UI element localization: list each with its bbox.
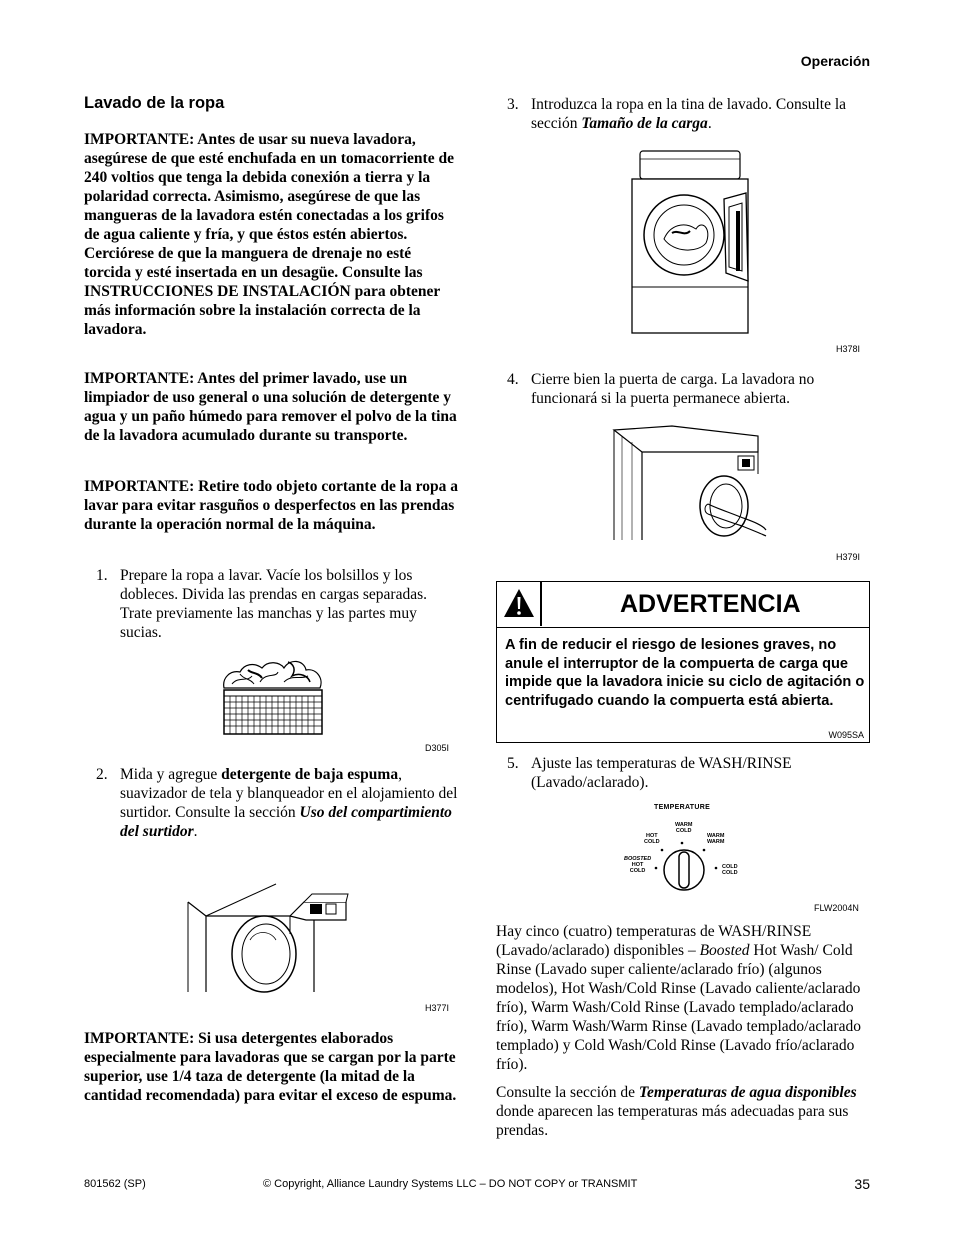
washer-loading-illustration <box>630 149 750 335</box>
figure-code-h378i: H378I <box>836 344 861 354</box>
dial-label-boosted: BOOSTED HOT COLD <box>624 856 652 874</box>
page-number: 35 <box>854 1176 870 1192</box>
dial-label-hot-cold: HOT COLD <box>644 833 660 845</box>
warning-text: A fin de reducir el riesgo de lesiones graves, no anule el interruptor de la compuerta de carga que impide que la lavadora inicie su ciclo de agitación o centrifugado cuando la compuerta está abierta. <box>505 637 865 710</box>
step-text: Mida y agregue detergente de baja espuma, suavizador de tela y blanqueador en el alojamiento del surtidor. Consulte la sección Uso del compartimiento del surtidor. <box>120 766 458 840</box>
dial-label-warm-cold: WARM COLD <box>675 822 693 834</box>
dispenser-illustration <box>186 882 350 994</box>
figure-code-h377i: H377I <box>425 1003 450 1013</box>
dial-knob-icon <box>612 800 762 896</box>
important-note-sharp-objects: IMPORTANTE: Retire todo objeto cortante de la ropa a lavar para evitar rasguños o desperfectos en las prendas durante la operación normal de la máquina. <box>84 478 458 533</box>
step-text: Introduzca la ropa en la tina de lavado. Consulte la sección Tamaño de la carga. <box>531 96 847 132</box>
step-number: 1. <box>96 567 108 584</box>
dial-title: TEMPERATURE <box>654 804 711 811</box>
step-text: Cierre bien la puerta de carga. La lavadora no funcionará si la puerta permanece abierta. <box>531 371 815 407</box>
important-note-top-load-detergent: IMPORTANTE: Si usa detergentes elaborados especialmente para lavadoras que se cargan por la parte superior, use 1/4 taza de detergente (la mitad de la cantidad recomendada) para evitar el exceso de espuma. <box>84 1030 457 1104</box>
footer-copyright: © Copyright, Alliance Laundry Systems LLC – DO NOT COPY or TRANSMIT <box>263 1178 638 1190</box>
figure-code-flw2004n: FLW2004N <box>814 903 859 913</box>
temperature-description: Hay cinco (cuatro) temperaturas de WASH/RINSE (Lavado/aclarado) disponibles – Boosted Hot Wash/ Cold Rinse (Lavado super caliente/aclarado frío) (algunos modelos), Hot Wash/Cold Rinse (Lavado caliente/aclarado frío), Warm Wash/Cold Rinse (Lavado templado/aclarado frío), Warm Wash/Warm Rinse (Lavado templado/aclarado templado) y Cold Wash/Cold Rinse (Lavado frío/aclarado frío). <box>496 923 861 1073</box>
warning-header <box>497 582 869 628</box>
step-text: Prepare la ropa a lavar. Vacíe los bolsillos y los dobleces. Divida las prendas en cargas separadas. Trate previamente las manchas y las partes muy sucias. <box>120 567 428 641</box>
figure-code-d305i: D305I <box>425 743 450 753</box>
important-note-installation: IMPORTANTE: Antes de usar su nueva lavadora, asegúrese de que esté enchufada en un tomacorriente de 240 voltios que tenga la debida conexión a tierra y la polaridad correcta. Asimismo, asegúrese de que las mangueras de la lavadora estén conectadas a los grifos de agua caliente y fría, y que éstos estén abiertos. Cerciórese de que la manguera de drenaje no esté torcida y esté insertada en un desagüe. Consulte las INSTRUCCIONES DE INSTALACIÓN para obtener más información sobre la instalación correcta de la lavadora. <box>84 131 454 338</box>
step-text: Ajuste las temperaturas de WASH/RINSE (Lavado/aclarado). <box>531 755 792 791</box>
warning-divider <box>540 582 542 626</box>
laundry-basket-illustration <box>218 656 330 738</box>
step-number: 2. <box>96 766 108 783</box>
temperature-reference: Consulte la sección de Temperaturas de agua disponibles donde aparecen las temperaturas más adecuadas para sus prendas. <box>496 1084 857 1139</box>
step-number: 4. <box>507 371 519 388</box>
important-note-first-wash: IMPORTANTE: Antes del primer lavado, use un limpiador de uso general o una solución de detergente y agua y un paño húmedo para remover el polvo de la tina de la lavadora acumulado durante su transporte. <box>84 370 457 444</box>
dial-label-cold-cold: COLD COLD <box>722 864 738 876</box>
warning-box <box>496 581 870 743</box>
warning-title: ADVERTENCIA <box>620 590 801 618</box>
step-number: 5. <box>507 755 519 772</box>
footer-doc-number: 801562 (SP) <box>84 1178 146 1190</box>
dial-label-warm-warm: WARM WARM <box>707 833 725 845</box>
step-number: 3. <box>507 96 519 113</box>
temperature-dial-illustration <box>612 800 762 896</box>
warning-code: W095SA <box>828 730 864 740</box>
door-closing-illustration <box>612 424 768 542</box>
running-header: Operación <box>800 53 870 69</box>
section-heading: Lavado de la ropa <box>84 94 225 112</box>
figure-code-h379i: H379I <box>836 552 861 562</box>
warning-triangle-icon <box>503 588 535 618</box>
